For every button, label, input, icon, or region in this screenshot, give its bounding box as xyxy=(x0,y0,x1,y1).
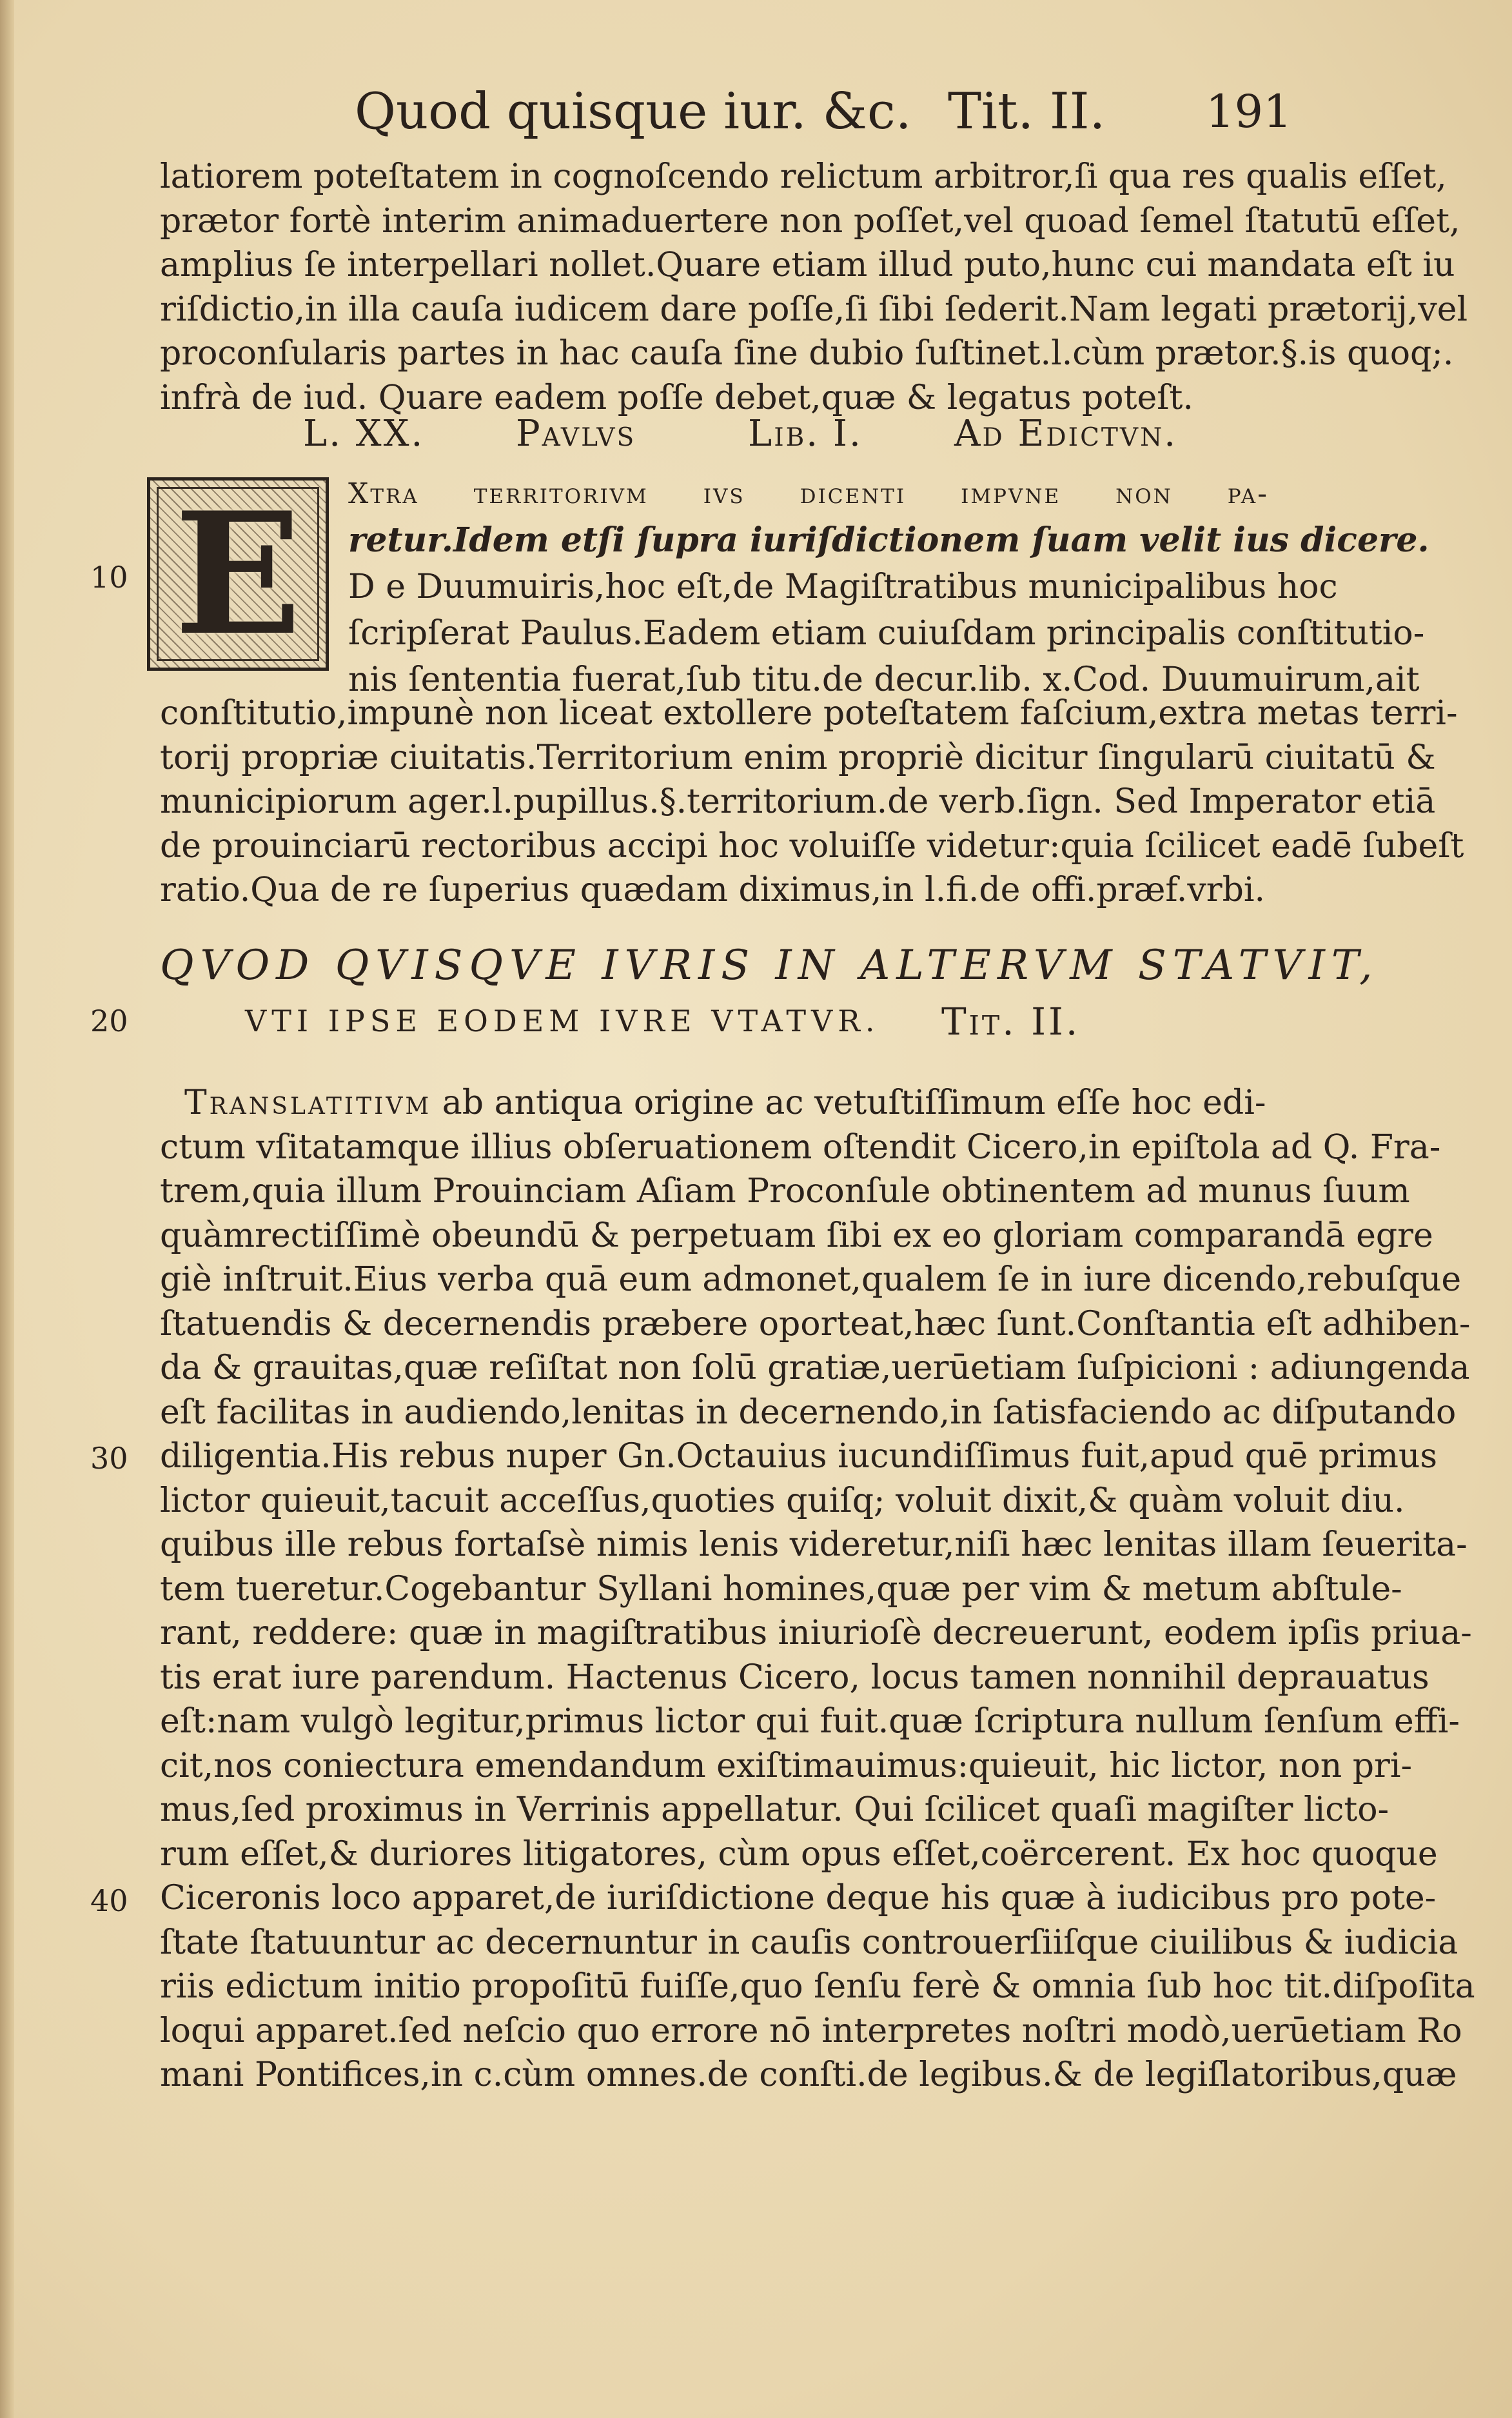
section-title: QVOD QVISQVE IVRIS IN ALTERVM STATVIT, xyxy=(160,942,1379,989)
text-line: nis ſententia fuerat,ſub titu.de decur.lib. x.Cod. Duumuirum,ait xyxy=(348,660,1420,699)
lex-liber: Lib. I. xyxy=(748,413,863,455)
text-line: riis edictum initio propoſitū fuiſſe,quo ſenſu ferè & omnia ſub hoc tit.diſpoſita xyxy=(160,1967,1475,2006)
text-line: ſtatuendis & decernendis præbere oporteat,hæc ſunt.Conſtantia eſt adhiben- xyxy=(160,1304,1471,1343)
text-line: municipiorum ager.l.pupillus.§.territorium.de verb.ſign. Sed Imperator etiā xyxy=(160,782,1436,821)
text-line: quibus ille rebus fortaſsè nimis lenis videretur,niſi hæc lenitas illam ſeuerita- xyxy=(160,1525,1468,1564)
text-line: trem,quia illum Prouinciam Aſiam Proconſule obtinentem ad munus ſuum xyxy=(160,1172,1410,1211)
text-line: prætor fortè interim animaduertere non poſſet,vel quoad ſemel ſtatutū eſſet, xyxy=(160,201,1460,241)
text-line: rum eſſet,& duriores litigatores, cùm opus eſſet,coërcerent. Ex hoc quoque xyxy=(160,1834,1438,1874)
line-number: 10 xyxy=(90,560,128,595)
line-number: 30 xyxy=(90,1441,128,1476)
decorated-initial xyxy=(147,477,329,671)
section-subtitle-text: VTI IPSE EODEM IVRE VTATVR. xyxy=(245,1004,880,1038)
lex-text-indented xyxy=(348,471,1429,703)
line-number: 20 xyxy=(90,1004,128,1038)
text-line: ſcripſerat Paulus.Eadem etiam cuiuſdam principalis conſtitutio- xyxy=(348,614,1425,653)
text-line: quàmrectiſſimè obeundū & perpetuam ſibi ex eo gloriam comparandā egre xyxy=(160,1216,1433,1255)
initial-letter: E xyxy=(173,475,302,673)
section-title-number: Tit. II. xyxy=(941,1000,1081,1044)
text-line: rant, reddere: quæ in magiſtratibus iniurioſè decreuerunt, eodem ipſis priua- xyxy=(160,1614,1472,1652)
first-line-text: ab antiqua origine ac vetuſtiſſimum eſſe hoc edi- xyxy=(431,1084,1266,1122)
text-line: mani Pontifices,in c.cùm omnes.de conſti.de legibus.& de legiſlatoribus,quæ xyxy=(160,2056,1457,2094)
page-gutter-edge xyxy=(0,0,14,2418)
header-title-number: Tit. II. xyxy=(948,83,1106,141)
line-number: 40 xyxy=(90,1883,128,1918)
text-line: eſt:nam vulgò legitur,primus lictor qui fuit.quæ ſcriptura nullum ſenſum effi- xyxy=(160,1702,1460,1741)
text-line: mus,ſed proximus in Verrinis appellatur. Qui ſcilicet quaſi magiſter licto- xyxy=(160,1790,1389,1829)
text-line: retur.Idem etſi ſupra iuriſdictionem ſuam velit ius dicere. xyxy=(348,520,1429,560)
lex-heading xyxy=(303,413,1232,461)
text-line: loqui apparet.ſed neſcio quo errore nō interpretes noſtri modò,uerūetiam Ro xyxy=(160,2011,1462,2050)
text-line: eſt facilitas in audiendo,lenitas in decernendo,in ſatisfaciendo ac diſputando xyxy=(160,1392,1457,1432)
lex-ad: Ad Edictvn. xyxy=(954,413,1178,455)
text-line: infrà de iud. Quare eadem poſſe debet,quæ & legatus poteſt. xyxy=(160,378,1193,417)
text-line: proconſularis partes in hac cauſa ſine dubio ſuſtinet.l.cùm prætor.§.is quoq;. xyxy=(160,334,1454,373)
header-title: Quod quisque iur. &c. xyxy=(355,83,912,141)
lex-number: L. XX. xyxy=(303,413,425,455)
lex-author: Pavlvs xyxy=(516,413,636,455)
running-header xyxy=(355,83,1292,147)
text-line xyxy=(160,1081,1266,1125)
text-line: da & grauitas,quæ reſiſtat non ſolū gratiæ,uerūetiam ſuſpicioni : adiungenda xyxy=(160,1349,1470,1387)
text-line: D e Duumuiris,hoc eſt,de Magiſtratibus municipalibus hoc xyxy=(348,568,1338,606)
lead-word: Translatitivm xyxy=(184,1084,432,1122)
text-line: tis erat iure parendum. Hactenus Cicero, locus tamen nonnihil deprauatus xyxy=(160,1658,1429,1697)
text-line: latiorem poteſtatem in cognoſcendo relictum arbitror,ſi qua res qualis eſſet, xyxy=(160,157,1447,196)
text-line: conſtitutio,impunè non liceat extollere poteſtatem faſcium,extra metas terri- xyxy=(160,694,1458,733)
text-line: Ciceronis loco apparet,de iuriſdictione deque his quæ à iudicibus pro pote- xyxy=(160,1879,1437,1918)
text-line: giè inſtruit.Eius verba quā eum admonet,qualem ſe in iure dicendo,rebuſque xyxy=(160,1260,1462,1299)
body-paragraph xyxy=(160,1081,1475,2097)
page-number: 191 xyxy=(1206,85,1292,138)
text-line: ctum vſitatamque illius obſeruationem oſtendit Cicero,in epiſtola ad Q. Fra- xyxy=(160,1127,1441,1167)
text-line: riſdictio,in illa cauſa iudicem dare poſſe,ſi ſibi ſederit.Nam legati prætorij,vel xyxy=(160,290,1468,329)
section-subtitle xyxy=(245,1000,1199,1051)
opening-paragraph xyxy=(160,155,1468,420)
text-line: diligentia.His rebus nuper Gn.Octauius iucundiſſimus fuit,apud quē primus xyxy=(160,1437,1438,1476)
text-line: tem tueretur.Cogebantur Syllani homines,quæ per vim & metum abſtule- xyxy=(160,1569,1402,1609)
text-line: ſtate ſtatuuntur ac decernuntur in cauſis controuerſiiſque ciuilibus & iudicia xyxy=(160,1923,1458,1962)
text-line: de prouinciarū rectoribus accipi hoc voluiſſe videtur:quia ſcilicet eadē ſubeſt xyxy=(160,826,1464,866)
text-line: amplius ſe interpellari nollet.Quare etiam illud puto,hunc cui mandata eſt iu xyxy=(160,246,1455,284)
text-line: lictor quieuit,tacuit acceſſus,quoties quiſq; voluit dixit,& quàm voluit diu. xyxy=(160,1481,1405,1520)
text-line: Xtra territorivm ivs dicenti impvne non pa- xyxy=(348,477,1269,510)
text-line: cit,nos coniectura emendandum exiſtimauimus:quieuit, hic lictor, non pri- xyxy=(160,1746,1413,1785)
text-line: ratio.Qua de re ſuperius quædam diximus,in l.fi.de offi.præf.vrbi. xyxy=(160,871,1266,909)
text-line: torij propriæ ciuitatis.Territorium enim propriè dicitur ſingularū ciuitatū & xyxy=(160,738,1436,777)
lex-text-continued xyxy=(160,691,1464,913)
